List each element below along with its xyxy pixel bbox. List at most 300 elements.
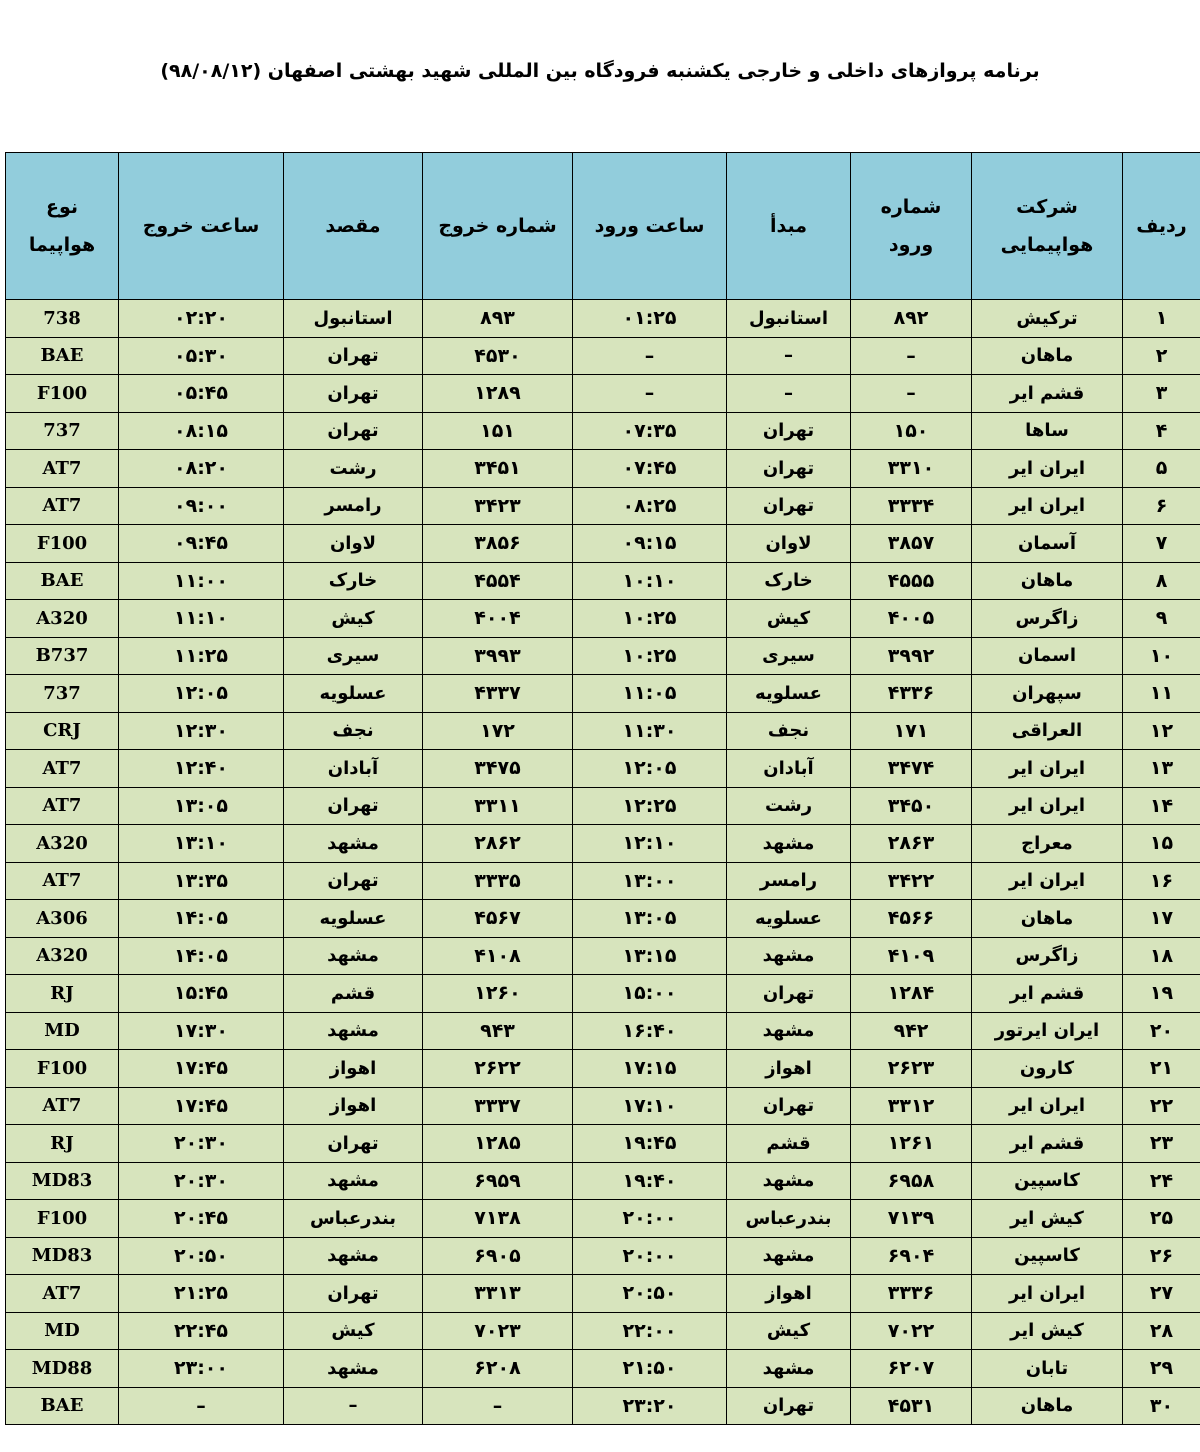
cell-airline: ایران ایر bbox=[972, 1087, 1123, 1125]
cell-arrival-number: ۸۹۲ bbox=[851, 300, 972, 338]
cell-departure-number: ۴۳۳۷ bbox=[423, 675, 573, 713]
cell-origin: آبادان bbox=[727, 750, 851, 788]
cell-departure-time: ۰۸:۲۰ bbox=[119, 450, 284, 488]
cell-arrival-time: ۲۰:۵۰ bbox=[573, 1275, 727, 1313]
cell-aircraft-type: MD83 bbox=[6, 1162, 119, 1200]
cell-airline: ایران ایر bbox=[972, 750, 1123, 788]
table-row bbox=[6, 637, 1200, 675]
table-row bbox=[6, 675, 1200, 713]
cell-aircraft-type: A320 bbox=[6, 937, 119, 975]
cell-origin: خارک bbox=[727, 562, 851, 600]
table-row bbox=[6, 787, 1200, 825]
cell-row-number: ۲۱ bbox=[1123, 1050, 1200, 1088]
cell-airline: کاسپین bbox=[972, 1237, 1123, 1275]
table-row bbox=[6, 825, 1200, 863]
cell-destination: رامسر bbox=[284, 487, 423, 525]
cell-row-number: ۲۷ bbox=[1123, 1275, 1200, 1313]
table-row bbox=[6, 600, 1200, 638]
cell-origin: – bbox=[727, 375, 851, 413]
cell-origin: اهواز bbox=[727, 1275, 851, 1313]
cell-aircraft-type: AT7 bbox=[6, 750, 119, 788]
cell-departure-number: ۴۰۰۴ bbox=[423, 600, 573, 638]
cell-arrival-time: ۰۸:۲۵ bbox=[573, 487, 727, 525]
header-destination: مقصد bbox=[284, 153, 423, 300]
cell-departure-number: ۹۴۳ bbox=[423, 1012, 573, 1050]
cell-row-number: ۵ bbox=[1123, 450, 1200, 488]
cell-arrival-number: – bbox=[851, 337, 972, 375]
cell-arrival-number: ۷۰۲۲ bbox=[851, 1312, 972, 1350]
table-row bbox=[6, 412, 1200, 450]
cell-aircraft-type: AT7 bbox=[6, 1087, 119, 1125]
header-row-number: ردیف bbox=[1123, 153, 1200, 300]
cell-destination: نجف bbox=[284, 712, 423, 750]
cell-departure-time: ۱۷:۴۵ bbox=[119, 1050, 284, 1088]
cell-arrival-time: – bbox=[573, 337, 727, 375]
cell-destination: لاوان bbox=[284, 525, 423, 563]
cell-aircraft-type: A320 bbox=[6, 600, 119, 638]
cell-row-number: ۶ bbox=[1123, 487, 1200, 525]
cell-airline: ماهان bbox=[972, 562, 1123, 600]
cell-airline: ایران ایر bbox=[972, 1275, 1123, 1313]
table-row bbox=[6, 1200, 1200, 1238]
table-row bbox=[6, 1275, 1200, 1313]
cell-destination: بندرعباس bbox=[284, 1200, 423, 1238]
table-row bbox=[6, 862, 1200, 900]
cell-aircraft-type: MD bbox=[6, 1312, 119, 1350]
table-row bbox=[6, 712, 1200, 750]
cell-arrival-number: ۱۲۸۴ bbox=[851, 975, 972, 1013]
cell-departure-number: ۳۴۷۵ bbox=[423, 750, 573, 788]
cell-arrival-time: – bbox=[573, 375, 727, 413]
cell-destination: مشهد bbox=[284, 1012, 423, 1050]
cell-aircraft-type: CRJ bbox=[6, 712, 119, 750]
cell-departure-time: ۱۲:۰۵ bbox=[119, 675, 284, 713]
cell-arrival-number: ۳۸۵۷ bbox=[851, 525, 972, 563]
cell-destination: آبادان bbox=[284, 750, 423, 788]
cell-airline: زاگرس bbox=[972, 937, 1123, 975]
cell-origin: استانبول bbox=[727, 300, 851, 338]
cell-origin: بندرعباس bbox=[727, 1200, 851, 1238]
cell-origin: اهواز bbox=[727, 1050, 851, 1088]
table-row bbox=[6, 1237, 1200, 1275]
cell-arrival-number: – bbox=[851, 375, 972, 413]
cell-arrival-time: ۱۳:۱۵ bbox=[573, 937, 727, 975]
cell-row-number: ۳۰ bbox=[1123, 1387, 1200, 1425]
table-row bbox=[6, 937, 1200, 975]
cell-row-number: ۱۳ bbox=[1123, 750, 1200, 788]
cell-arrival-number: ۹۴۲ bbox=[851, 1012, 972, 1050]
table-row bbox=[6, 562, 1200, 600]
table-row bbox=[6, 1050, 1200, 1088]
cell-departure-number: ۳۸۵۶ bbox=[423, 525, 573, 563]
cell-origin: کیش bbox=[727, 1312, 851, 1350]
cell-airline: قشم ایر bbox=[972, 975, 1123, 1013]
cell-destination: تهران bbox=[284, 1125, 423, 1163]
cell-departure-number: ۴۵۳۰ bbox=[423, 337, 573, 375]
cell-departure-number: ۷۱۳۸ bbox=[423, 1200, 573, 1238]
cell-departure-time: ۱۲:۳۰ bbox=[119, 712, 284, 750]
cell-departure-number: ۶۹۵۹ bbox=[423, 1162, 573, 1200]
cell-arrival-time: ۱۶:۴۰ bbox=[573, 1012, 727, 1050]
cell-aircraft-type: MD88 bbox=[6, 1350, 119, 1388]
cell-arrival-time: ۰۷:۴۵ bbox=[573, 450, 727, 488]
cell-aircraft-type: F100 bbox=[6, 1200, 119, 1238]
cell-departure-number: ۲۸۶۲ bbox=[423, 825, 573, 863]
table-row bbox=[6, 975, 1200, 1013]
cell-aircraft-type: F100 bbox=[6, 375, 119, 413]
cell-destination: عسلویه bbox=[284, 900, 423, 938]
cell-aircraft-type: 737 bbox=[6, 675, 119, 713]
flight-schedule-table bbox=[5, 152, 1200, 1425]
cell-row-number: ۱۹ bbox=[1123, 975, 1200, 1013]
cell-origin: مشهد bbox=[727, 1162, 851, 1200]
cell-arrival-number: ۳۳۱۲ bbox=[851, 1087, 972, 1125]
cell-departure-time: ۰۹:۰۰ bbox=[119, 487, 284, 525]
cell-aircraft-type: B737 bbox=[6, 637, 119, 675]
cell-arrival-number: ۳۴۷۴ bbox=[851, 750, 972, 788]
cell-airline: کارون bbox=[972, 1050, 1123, 1088]
cell-departure-time: ۲۰:۵۰ bbox=[119, 1237, 284, 1275]
cell-aircraft-type: MD83 bbox=[6, 1237, 119, 1275]
cell-row-number: ۱۲ bbox=[1123, 712, 1200, 750]
cell-destination: اهواز bbox=[284, 1050, 423, 1088]
table-row bbox=[6, 300, 1200, 338]
cell-arrival-time: ۱۱:۳۰ bbox=[573, 712, 727, 750]
flight-rows bbox=[6, 300, 1200, 1425]
table-row bbox=[6, 1012, 1200, 1050]
cell-destination: مشهد bbox=[284, 937, 423, 975]
cell-arrival-time: ۲۰:۰۰ bbox=[573, 1200, 727, 1238]
cell-aircraft-type: BAE bbox=[6, 562, 119, 600]
cell-arrival-time: ۱۷:۱۵ bbox=[573, 1050, 727, 1088]
cell-arrival-number: ۳۳۳۴ bbox=[851, 487, 972, 525]
cell-destination: مشهد bbox=[284, 1162, 423, 1200]
cell-row-number: ۱۶ bbox=[1123, 862, 1200, 900]
cell-destination: تهران bbox=[284, 787, 423, 825]
cell-origin: تهران bbox=[727, 487, 851, 525]
cell-departure-time: ۱۳:۳۵ bbox=[119, 862, 284, 900]
cell-arrival-number: ۶۹۰۴ bbox=[851, 1237, 972, 1275]
table-row bbox=[6, 1125, 1200, 1163]
cell-arrival-number: ۱۷۱ bbox=[851, 712, 972, 750]
table-row bbox=[6, 337, 1200, 375]
cell-arrival-time: ۱۹:۴۰ bbox=[573, 1162, 727, 1200]
cell-departure-number: ۳۳۳۷ bbox=[423, 1087, 573, 1125]
cell-airline: کیش ایر bbox=[972, 1200, 1123, 1238]
cell-departure-number: ۴۵۵۴ bbox=[423, 562, 573, 600]
header-departure-time: ساعت خروج bbox=[119, 153, 284, 300]
cell-departure-time: ۱۱:۲۵ bbox=[119, 637, 284, 675]
cell-destination: تهران bbox=[284, 862, 423, 900]
cell-aircraft-type: MD bbox=[6, 1012, 119, 1050]
cell-departure-number: ۱۲۸۹ bbox=[423, 375, 573, 413]
cell-destination: تهران bbox=[284, 1275, 423, 1313]
cell-arrival-time: ۱۵:۰۰ bbox=[573, 975, 727, 1013]
cell-arrival-time: ۰۷:۳۵ bbox=[573, 412, 727, 450]
table-row bbox=[6, 525, 1200, 563]
cell-arrival-number: ۳۴۲۲ bbox=[851, 862, 972, 900]
cell-departure-time: ۱۴:۰۵ bbox=[119, 937, 284, 975]
cell-origin: تهران bbox=[727, 975, 851, 1013]
cell-airline: ایران ایرتور bbox=[972, 1012, 1123, 1050]
cell-destination: رشت bbox=[284, 450, 423, 488]
cell-origin: تهران bbox=[727, 1387, 851, 1425]
cell-origin: رشت bbox=[727, 787, 851, 825]
cell-aircraft-type: 737 bbox=[6, 412, 119, 450]
cell-aircraft-type: RJ bbox=[6, 975, 119, 1013]
cell-arrival-number: ۴۵۶۶ bbox=[851, 900, 972, 938]
cell-row-number: ۹ bbox=[1123, 600, 1200, 638]
cell-departure-time: ۲۰:۴۵ bbox=[119, 1200, 284, 1238]
cell-aircraft-type: A320 bbox=[6, 825, 119, 863]
cell-departure-number: ۳۳۱۳ bbox=[423, 1275, 573, 1313]
cell-departure-time: ۱۷:۳۰ bbox=[119, 1012, 284, 1050]
cell-row-number: ۷ bbox=[1123, 525, 1200, 563]
table-row bbox=[6, 900, 1200, 938]
cell-arrival-number: ۳۹۹۲ bbox=[851, 637, 972, 675]
cell-departure-time: ۰۸:۱۵ bbox=[119, 412, 284, 450]
cell-destination: – bbox=[284, 1387, 423, 1425]
cell-arrival-time: ۱۰:۲۵ bbox=[573, 637, 727, 675]
cell-arrival-time: ۱۳:۰۰ bbox=[573, 862, 727, 900]
cell-airline: ایران ایر bbox=[972, 787, 1123, 825]
cell-departure-time: ۲۲:۴۵ bbox=[119, 1312, 284, 1350]
cell-row-number: ۲۴ bbox=[1123, 1162, 1200, 1200]
cell-row-number: ۱۵ bbox=[1123, 825, 1200, 863]
cell-airline: سپهران bbox=[972, 675, 1123, 713]
cell-departure-time: ۰۵:۳۰ bbox=[119, 337, 284, 375]
cell-row-number: ۲ bbox=[1123, 337, 1200, 375]
cell-destination: مشهد bbox=[284, 825, 423, 863]
cell-departure-number: – bbox=[423, 1387, 573, 1425]
cell-airline: ماهان bbox=[972, 900, 1123, 938]
cell-arrival-number: ۱۲۶۱ bbox=[851, 1125, 972, 1163]
cell-departure-number: ۱۲۶۰ bbox=[423, 975, 573, 1013]
cell-origin: مشهد bbox=[727, 937, 851, 975]
cell-arrival-time: ۱۰:۲۵ bbox=[573, 600, 727, 638]
cell-airline: ایران ایر bbox=[972, 487, 1123, 525]
table-row bbox=[6, 1350, 1200, 1388]
cell-arrival-number: ۳۳۳۶ bbox=[851, 1275, 972, 1313]
cell-aircraft-type: 738 bbox=[6, 300, 119, 338]
table-row bbox=[6, 1312, 1200, 1350]
cell-origin: مشهد bbox=[727, 1012, 851, 1050]
cell-aircraft-type: RJ bbox=[6, 1125, 119, 1163]
cell-departure-number: ۳۳۱۱ bbox=[423, 787, 573, 825]
cell-arrival-time: ۱۷:۱۰ bbox=[573, 1087, 727, 1125]
cell-arrival-time: ۱۲:۲۵ bbox=[573, 787, 727, 825]
cell-row-number: ۱۸ bbox=[1123, 937, 1200, 975]
cell-airline: تابان bbox=[972, 1350, 1123, 1388]
cell-airline: ترکیش bbox=[972, 300, 1123, 338]
cell-row-number: ۲۸ bbox=[1123, 1312, 1200, 1350]
cell-departure-number: ۴۵۶۷ bbox=[423, 900, 573, 938]
cell-airline: قشم ایر bbox=[972, 375, 1123, 413]
cell-destination: قشم bbox=[284, 975, 423, 1013]
cell-departure-number: ۱۵۱ bbox=[423, 412, 573, 450]
cell-departure-number: ۳۴۵۱ bbox=[423, 450, 573, 488]
cell-departure-time: ۱۴:۰۵ bbox=[119, 900, 284, 938]
cell-destination: مشهد bbox=[284, 1237, 423, 1275]
cell-departure-number: ۶۹۰۵ bbox=[423, 1237, 573, 1275]
cell-arrival-number: ۳۳۱۰ bbox=[851, 450, 972, 488]
cell-arrival-time: ۲۲:۰۰ bbox=[573, 1312, 727, 1350]
cell-destination: تهران bbox=[284, 337, 423, 375]
cell-arrival-time: ۰۹:۱۵ bbox=[573, 525, 727, 563]
cell-departure-time: ۲۰:۳۰ bbox=[119, 1162, 284, 1200]
cell-aircraft-type: AT7 bbox=[6, 787, 119, 825]
cell-aircraft-type: BAE bbox=[6, 337, 119, 375]
cell-row-number: ۲۰ bbox=[1123, 1012, 1200, 1050]
cell-aircraft-type: F100 bbox=[6, 525, 119, 563]
cell-destination: خارک bbox=[284, 562, 423, 600]
cell-origin: عسلویه bbox=[727, 900, 851, 938]
cell-row-number: ۲۳ bbox=[1123, 1125, 1200, 1163]
cell-origin: – bbox=[727, 337, 851, 375]
cell-airline: ایران ایر bbox=[972, 450, 1123, 488]
cell-departure-time: ۱۵:۴۵ bbox=[119, 975, 284, 1013]
cell-arrival-number: ۷۱۳۹ bbox=[851, 1200, 972, 1238]
cell-destination: کیش bbox=[284, 600, 423, 638]
cell-destination: کیش bbox=[284, 1312, 423, 1350]
cell-departure-time: ۱۱:۱۰ bbox=[119, 600, 284, 638]
cell-origin: تهران bbox=[727, 412, 851, 450]
cell-arrival-time: ۲۰:۰۰ bbox=[573, 1237, 727, 1275]
cell-origin: عسلویه bbox=[727, 675, 851, 713]
cell-aircraft-type: AT7 bbox=[6, 862, 119, 900]
cell-row-number: ۲۹ bbox=[1123, 1350, 1200, 1388]
cell-departure-number: ۶۲۰۸ bbox=[423, 1350, 573, 1388]
table-row bbox=[6, 1162, 1200, 1200]
cell-airline: قشم ایر bbox=[972, 1125, 1123, 1163]
cell-arrival-time: ۱۰:۱۰ bbox=[573, 562, 727, 600]
cell-departure-time: ۲۱:۲۵ bbox=[119, 1275, 284, 1313]
cell-airline: معراج bbox=[972, 825, 1123, 863]
cell-departure-number: ۴۱۰۸ bbox=[423, 937, 573, 975]
cell-arrival-time: ۱۳:۰۵ bbox=[573, 900, 727, 938]
header-arrival-number: شماره ورود bbox=[851, 153, 972, 300]
cell-row-number: ۱۴ bbox=[1123, 787, 1200, 825]
cell-arrival-time: ۱۱:۰۵ bbox=[573, 675, 727, 713]
cell-departure-time: ۲۰:۳۰ bbox=[119, 1125, 284, 1163]
cell-destination: استانبول bbox=[284, 300, 423, 338]
cell-row-number: ۱۰ bbox=[1123, 637, 1200, 675]
cell-arrival-time: ۲۱:۵۰ bbox=[573, 1350, 727, 1388]
cell-departure-number: ۸۹۳ bbox=[423, 300, 573, 338]
table-row bbox=[6, 1387, 1200, 1425]
header-aircraft-type: نوع هواپیما bbox=[6, 153, 119, 300]
cell-airline: ماهان bbox=[972, 1387, 1123, 1425]
cell-arrival-number: ۶۲۰۷ bbox=[851, 1350, 972, 1388]
cell-destination: مشهد bbox=[284, 1350, 423, 1388]
cell-departure-number: ۳۹۹۳ bbox=[423, 637, 573, 675]
table-row bbox=[6, 450, 1200, 488]
cell-arrival-number: ۴۳۳۶ bbox=[851, 675, 972, 713]
cell-departure-time: ۰۲:۲۰ bbox=[119, 300, 284, 338]
cell-departure-number: ۲۶۲۲ bbox=[423, 1050, 573, 1088]
cell-departure-time: ۱۳:۰۵ bbox=[119, 787, 284, 825]
cell-airline: اسمان bbox=[972, 637, 1123, 675]
cell-row-number: ۱ bbox=[1123, 300, 1200, 338]
cell-departure-time: – bbox=[119, 1387, 284, 1425]
cell-arrival-time: ۰۱:۲۵ bbox=[573, 300, 727, 338]
cell-airline: ایران ایر bbox=[972, 862, 1123, 900]
cell-airline: العراقی bbox=[972, 712, 1123, 750]
cell-origin: تهران bbox=[727, 450, 851, 488]
cell-departure-time: ۱۳:۱۰ bbox=[119, 825, 284, 863]
cell-origin: کیش bbox=[727, 600, 851, 638]
cell-destination: اهواز bbox=[284, 1087, 423, 1125]
cell-departure-time: ۲۳:۰۰ bbox=[119, 1350, 284, 1388]
cell-row-number: ۱۱ bbox=[1123, 675, 1200, 713]
cell-destination: عسلویه bbox=[284, 675, 423, 713]
cell-departure-time: ۱۲:۴۰ bbox=[119, 750, 284, 788]
cell-aircraft-type: AT7 bbox=[6, 487, 119, 525]
cell-origin: سیری bbox=[727, 637, 851, 675]
table-header-row bbox=[6, 153, 1200, 300]
cell-row-number: ۲۶ bbox=[1123, 1237, 1200, 1275]
cell-origin: نجف bbox=[727, 712, 851, 750]
cell-departure-number: ۳۴۲۳ bbox=[423, 487, 573, 525]
cell-airline: کیش ایر bbox=[972, 1312, 1123, 1350]
cell-row-number: ۳ bbox=[1123, 375, 1200, 413]
cell-arrival-time: ۲۳:۲۰ bbox=[573, 1387, 727, 1425]
cell-origin: قشم bbox=[727, 1125, 851, 1163]
table-row bbox=[6, 750, 1200, 788]
cell-aircraft-type: F100 bbox=[6, 1050, 119, 1088]
header-origin: مبدأ bbox=[727, 153, 851, 300]
cell-row-number: ۲۲ bbox=[1123, 1087, 1200, 1125]
cell-arrival-number: ۲۶۲۳ bbox=[851, 1050, 972, 1088]
page-title: برنامه پروازهای داخلی و خارجی یکشنبه فرودگاه بین المللی شهید بهشتی اصفهان (۹۸/۰۸/۱۲) bbox=[160, 60, 1040, 82]
cell-aircraft-type: A306 bbox=[6, 900, 119, 938]
cell-arrival-time: ۱۹:۴۵ bbox=[573, 1125, 727, 1163]
cell-departure-time: ۱۷:۴۵ bbox=[119, 1087, 284, 1125]
cell-origin: مشهد bbox=[727, 825, 851, 863]
cell-airline: ساها bbox=[972, 412, 1123, 450]
cell-destination: سیری bbox=[284, 637, 423, 675]
cell-arrival-number: ۶۹۵۸ bbox=[851, 1162, 972, 1200]
cell-departure-number: ۱۷۲ bbox=[423, 712, 573, 750]
cell-departure-time: ۱۱:۰۰ bbox=[119, 562, 284, 600]
table-row bbox=[6, 487, 1200, 525]
cell-origin: مشهد bbox=[727, 1350, 851, 1388]
cell-destination: تهران bbox=[284, 375, 423, 413]
cell-departure-number: ۳۳۳۵ bbox=[423, 862, 573, 900]
table-row bbox=[6, 1087, 1200, 1125]
cell-arrival-time: ۱۲:۰۵ bbox=[573, 750, 727, 788]
cell-arrival-number: ۲۸۶۳ bbox=[851, 825, 972, 863]
cell-airline: آسمان bbox=[972, 525, 1123, 563]
cell-origin: رامسر bbox=[727, 862, 851, 900]
cell-airline: ماهان bbox=[972, 337, 1123, 375]
cell-arrival-number: ۴۵۵۵ bbox=[851, 562, 972, 600]
table-row bbox=[6, 375, 1200, 413]
cell-aircraft-type: BAE bbox=[6, 1387, 119, 1425]
cell-arrival-number: ۴۰۰۵ bbox=[851, 600, 972, 638]
cell-row-number: ۱۷ bbox=[1123, 900, 1200, 938]
cell-row-number: ۸ bbox=[1123, 562, 1200, 600]
cell-arrival-time: ۱۲:۱۰ bbox=[573, 825, 727, 863]
cell-aircraft-type: AT7 bbox=[6, 450, 119, 488]
cell-departure-time: ۰۹:۴۵ bbox=[119, 525, 284, 563]
cell-row-number: ۴ bbox=[1123, 412, 1200, 450]
cell-airline: زاگرس bbox=[972, 600, 1123, 638]
cell-departure-time: ۰۵:۴۵ bbox=[119, 375, 284, 413]
cell-origin: مشهد bbox=[727, 1237, 851, 1275]
cell-arrival-number: ۴۱۰۹ bbox=[851, 937, 972, 975]
cell-row-number: ۲۵ bbox=[1123, 1200, 1200, 1238]
